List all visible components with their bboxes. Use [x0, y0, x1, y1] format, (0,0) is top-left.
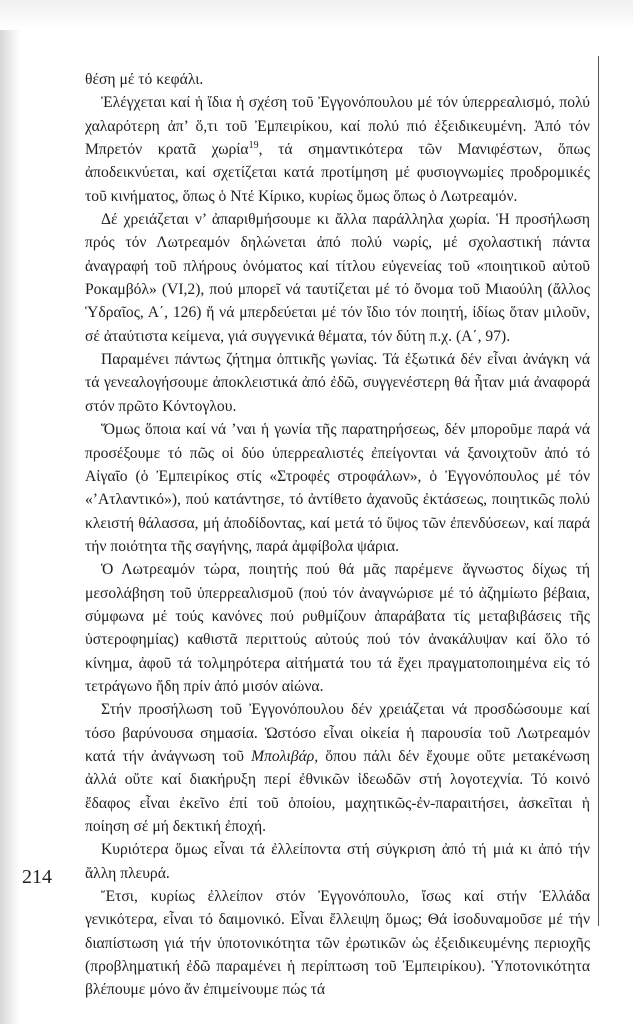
paragraph-text: θέση μέ τό κεφάλι. — [85, 71, 204, 88]
footnote-ref[interactable]: 19 — [248, 139, 259, 151]
page-number: 214 — [22, 866, 52, 888]
scan-edge-shadow — [0, 0, 20, 1024]
paragraph — [85, 838, 590, 885]
paragraph-text: Στήν προσήλωση τοῦ Ἐγγονόπουλου δέν χρειάζεται νά προσδώσουμε καί τόσο βαρύνουσα σημασία. Ὡστόσο εἶναι οἰκεία ἡ παρουσία τοῦ Λωτρεαμόν κατά τήν ἀνάγνωση τοῦ — [85, 701, 590, 765]
paragraph — [85, 418, 590, 558]
paragraph-text: Ἔτσι, κυρίως ἐλλείπον στόν Ἐγγονόπουλο, ἴσως καί στήν Ἑλλάδα γενικότερα, εἶναι τό δαιμονικό. Εἶναι ἔλλειψη ὅμως; Θά ἰσοδυναμοῦσε μέ τήν διαπίστωση γιά τήν ὑποτονικότητα τῶν ἐρωτικῶν ὡς ἐξειδικευμένης περιοχῆς (προβληματική ἐδῶ παραμένει ἡ περίπτωση τοῦ Ἐμπειρίκου). Ὑποτονικότητα βλέπουμε μόνο ἄν ἐπιμείνουμε πώς τά — [85, 888, 590, 999]
paragraph — [85, 91, 590, 208]
paragraph — [85, 558, 590, 698]
paragraph — [85, 698, 590, 838]
paragraph-text: ὅπου πάλι δέν ἔχουμε οὔτε μετακένωση ἀλλά οὔτε καί διακήρυξη περί ἐθνικῶν ἰδεωδῶν στή λογοτεχνία. Τό κοινό ἔδαφος εἶναι ἐκεῖνο ἐπί τοῦ ὁποίου, μαχητικῶς-ἐν-παραιτήσει, ἀσκεῖται ἡ ποίηση σέ μή δεκτική ἐποχή. — [85, 747, 590, 835]
paragraph — [85, 208, 590, 348]
paragraph-text: Δέ χρειάζεται ν’ ἀπαριθμήσουμε κι ἄλλα παράλληλα χωρία. Ἡ προσήλωση πρός τόν Λωτρεαμόν δηλώνεται ἀπό πολύ νωρίς, μέ σχολαστική πάντα ἀναγραφή τοῦ πλήρους ὀνόματος καί τίτλου εὐγενείας τοῦ «ποιητικοῦ αὐτοῦ Ροκαμβόλ» (VI,2), πού μπορεῖ νά ταυτίζεται μέ τό ὄνομα τοῦ Μιαούλη (ἄλλος Ὑδραῖος, Α΄, 126) ἤ νά μπερδεύεται μέ τόν ἴδιο τόν ποιητή, ἰδίως ὅταν μιλοῦν, σέ ἀταύτιστα κείμενα, γιά συγγενικά θέματα, τόν δύτη π.χ. (Α΄, 97). — [85, 211, 590, 345]
paragraph — [85, 68, 590, 91]
paragraph-text: , τά σημαντικότερα τῶν Μανιφέστων, ὅπως ἀποδεικνύεται, καί σχετίζεται κατά προτίμηση μέ φυσιογνωμίες προδρομικές τοῦ κινήματος, ὅπως ὁ Ντέ Κίρικο, κυρίως ὅμως ὅπως ὁ Λωτρεαμόν. — [85, 141, 590, 205]
paragraph-text: Παραμένει πάντως ζήτημα ὀπτικῆς γωνίας. Τά ἐξωτικά δέν εἶναι ἀνάγκη νά τά γενεαλογήσουμε ἀποκλειστικά ἀπό ἐδῶ, συγγενέστερη θά ἦταν μιά ἀναφορά στόν πρῶτο Κόντογλου. — [85, 351, 590, 415]
paragraph-text: Ὅμως ὅποια καί νά ’ναι ἡ γωνία τῆς παρατηρήσεως, δέν μποροῦμε παρά νά προσέξουμε τό πῶς οἱ δύο ὑπερρεαλιστές ἐπείγονται νά ξανοιχτοῦν ἀπό τό Αἰγαῖο (ὁ Ἐμπειρίκος στίς «Στροφές στροφάλων», ὁ Ἐγγονόπουλος μέ τόν «’Ατλαντικό»), πού κατάντησε, τό ἀντίθετο ἀχανοῦς ἐκτάσεως, ποιητικῶς πολύ κλειστή θάλασσα, μή ἀποδίδοντας, καί μετά τό ὕψος τῶν ἐπενδύσεων, καί παρά τήν ποιότητα τῆς σαγήνης, παρά ἀμφίβολα ψάρια. — [85, 421, 590, 555]
scan-top-shadow — [0, 0, 633, 30]
body-text — [85, 68, 590, 1002]
italic-title: Μπολιβάρ, — [251, 747, 319, 765]
paragraph-text: Κυριότερα ὅμως εἶναι τά ἐλλείποντα στή σύγκριση ἀπό τή μιά κι ἀπό τήν ἄλλη πλευρά. — [85, 841, 590, 882]
paragraph — [85, 885, 590, 1002]
paragraph-text: Ὁ Λωτρεαμόν τώρα, ποιητής πού θά μᾶς παρέμενε ἄγνωστος δίχως τή μεσολάβηση τοῦ ὑπερρεαλισμοῦ (πού τόν ἀναγνώρισε μέ τό ἀζημίωτο βέβαια, σύμφωνα μέ τούς κανόνες πού ρυθμίζουν ἀπαράβατα τίς μεταβιβάσεις τῆς ὑστεροφημίας) καθιστᾶ περιττούς αὐτούς πού τόν ἀνακάλυψαν καί ὅλο τό κίνημα, ἀφοῦ τά τολμηρότερα αἰτήματά του τά ἔχει πραγματοποιημένα εἰς τό τετράγωνο ἤδη πρίν ἀπό μισόν αἰώνα. — [85, 561, 590, 695]
paragraph — [85, 348, 590, 418]
paragraph-text: Ἐλέγχεται καί ἡ ἴδια ἡ σχέση τοῦ Ἐγγονόπουλου μέ τόν ὑπερρεαλισμό, πολύ χαλαρότερη ἀπ’ ὅ,τι τοῦ Ἐμπειρίκου, καί πολύ πιό ἐξειδικευμένη. Ἀπό τόν Μπρετόν κρατᾶ χωρία — [85, 94, 590, 159]
margin-rule — [598, 56, 599, 926]
